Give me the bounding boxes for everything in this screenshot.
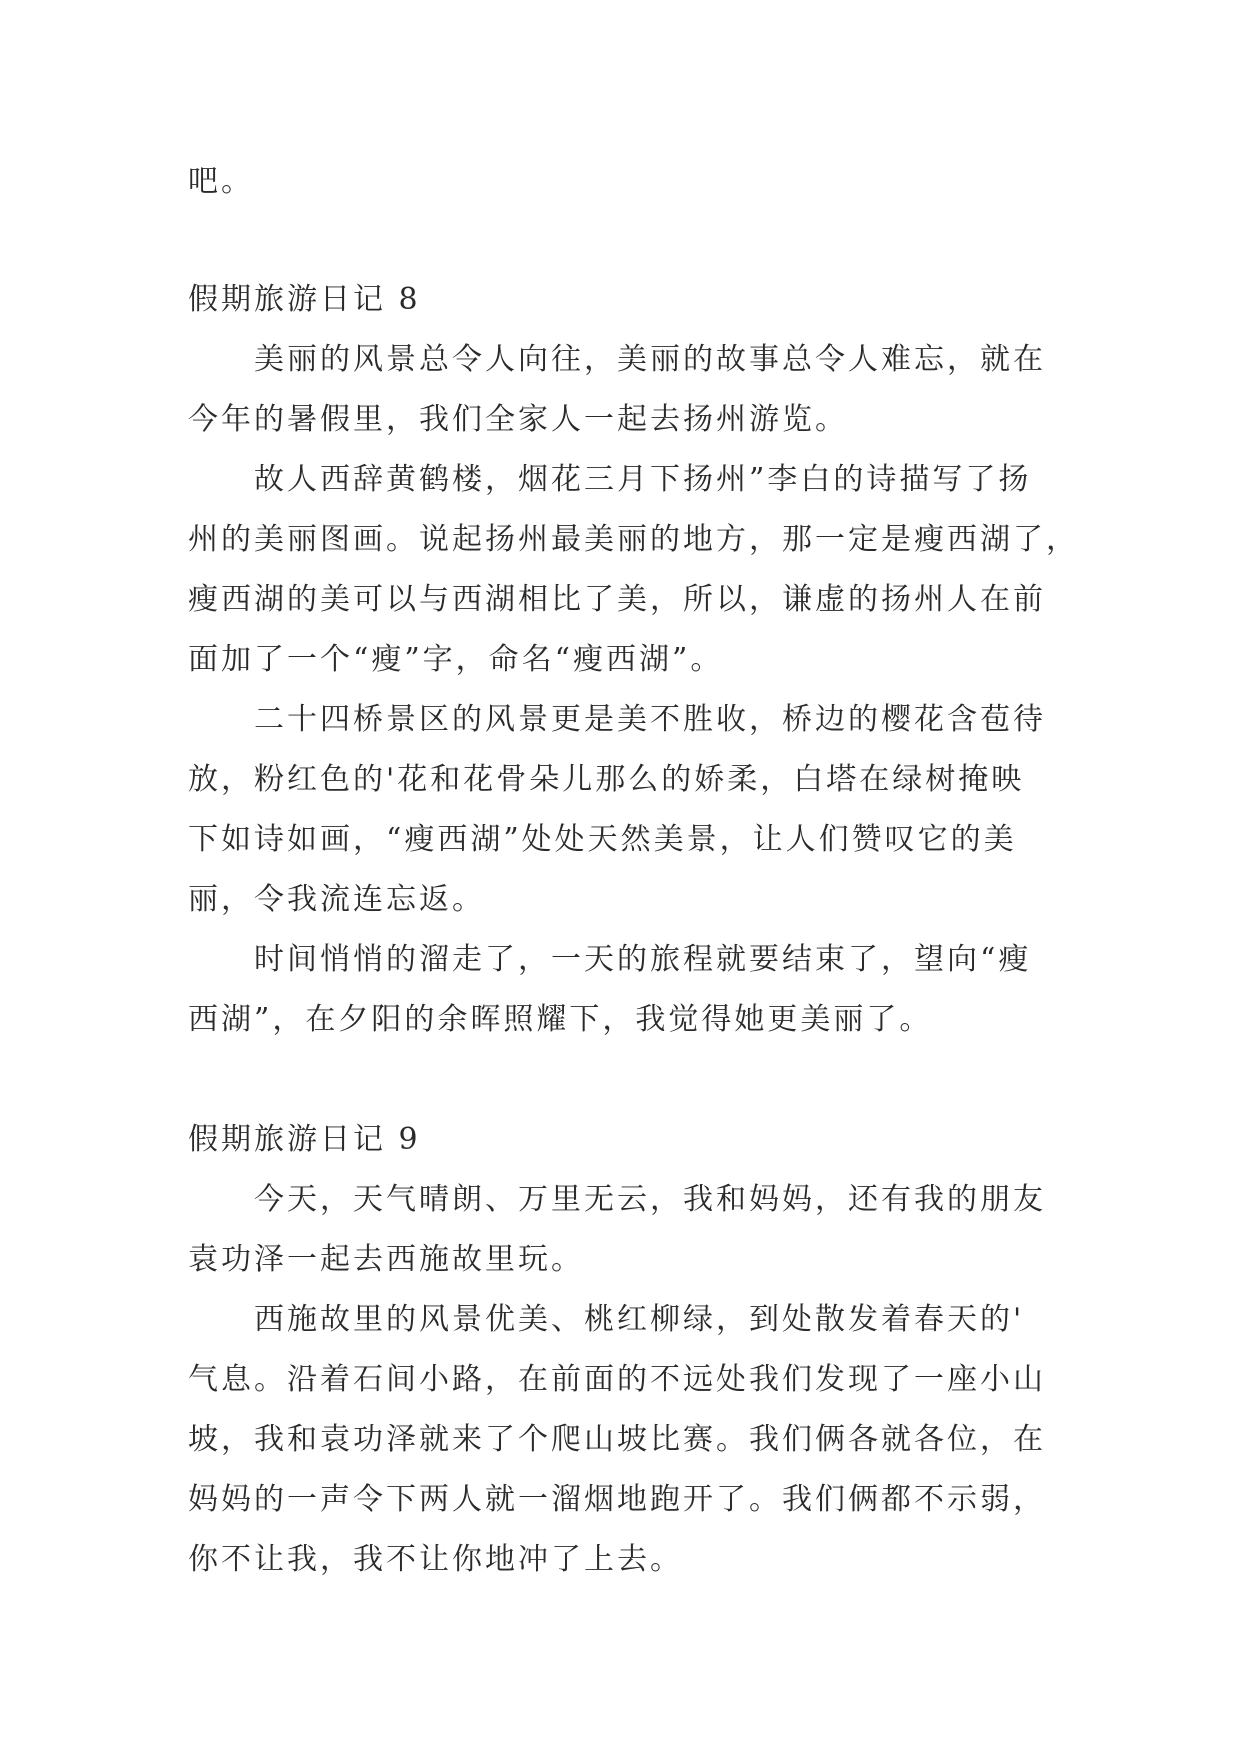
paragraph-line: 美丽的风景总令人向往，美丽的故事总令人难忘，就在 — [254, 342, 1046, 377]
paragraph-line: 故人西辞黄鹤楼，烟花三月下扬州”李白的诗描写了扬 — [254, 462, 1032, 497]
paragraph-line: 二十四桥景区的风景更是美不胜收，桥边的樱花含苞待 — [254, 702, 1046, 737]
paragraph-line: 瘦西湖的美可以与西湖相比了美，所以，谦虚的扬州人在前 — [188, 582, 1046, 617]
paragraph-line: 你不让我，我不让你地冲了上去。 — [188, 1542, 683, 1577]
paragraph-line: 西施故里的风景优美、桃红柳绿，到处散发着春天的' — [254, 1302, 1025, 1337]
paragraph-line: 今天，天气晴朗、万里无云，我和妈妈，还有我的朋友 — [254, 1182, 1046, 1217]
paragraph — [188, 930, 1058, 1050]
paragraph-line: 坡，我和袁功泽就来了个爬山坡比赛。我们俩各就各位，在 — [188, 1422, 1046, 1457]
paragraph-line: 丽，令我流连忘返。 — [188, 882, 485, 917]
lead-fragment: 吧。 — [188, 164, 254, 199]
entry-heading-8: 假期旅游日记 8 — [188, 282, 421, 317]
paragraph-line: 时间悄悄的溜走了，一天的旅程就要结束了，望向“瘦 — [254, 942, 1032, 977]
paragraph-line: 妈妈的一声令下两人就一溜烟地跑开了。我们俩都不示弱， — [188, 1482, 1046, 1517]
paragraph — [188, 1290, 1058, 1590]
paragraph — [188, 1170, 1058, 1290]
paragraph-line: 州的美丽图画。说起扬州最美丽的地方，那一定是瘦西湖了， — [188, 522, 1079, 557]
entry-heading-9: 假期旅游日记 9 — [188, 1122, 421, 1157]
paragraph — [188, 690, 1058, 930]
paragraph-line: 西湖”，在夕阳的余晖照耀下，我觉得她更美丽了。 — [188, 1002, 933, 1037]
paragraph-line: 袁功泽一起去西施故里玩。 — [188, 1242, 584, 1277]
paragraph-line: 今年的暑假里，我们全家人一起去扬州游览。 — [188, 402, 848, 437]
paragraph-line: 气息。沿着石间小路，在前面的不远处我们发现了一座小山 — [188, 1362, 1046, 1397]
document-body — [188, 152, 1079, 1590]
paragraph-line: 放，粉红色的'花和花骨朵儿那么的娇柔，白塔在绿树掩映 — [188, 762, 1025, 797]
paragraph — [188, 450, 1079, 690]
paragraph — [188, 330, 1058, 450]
paragraph-line: 面加了一个“瘦”字，命名“瘦西湖”。 — [188, 642, 724, 677]
paragraph-line: 下如诗如画，“瘦西湖”处处天然美景，让人们赞叹它的美 — [188, 822, 1017, 857]
